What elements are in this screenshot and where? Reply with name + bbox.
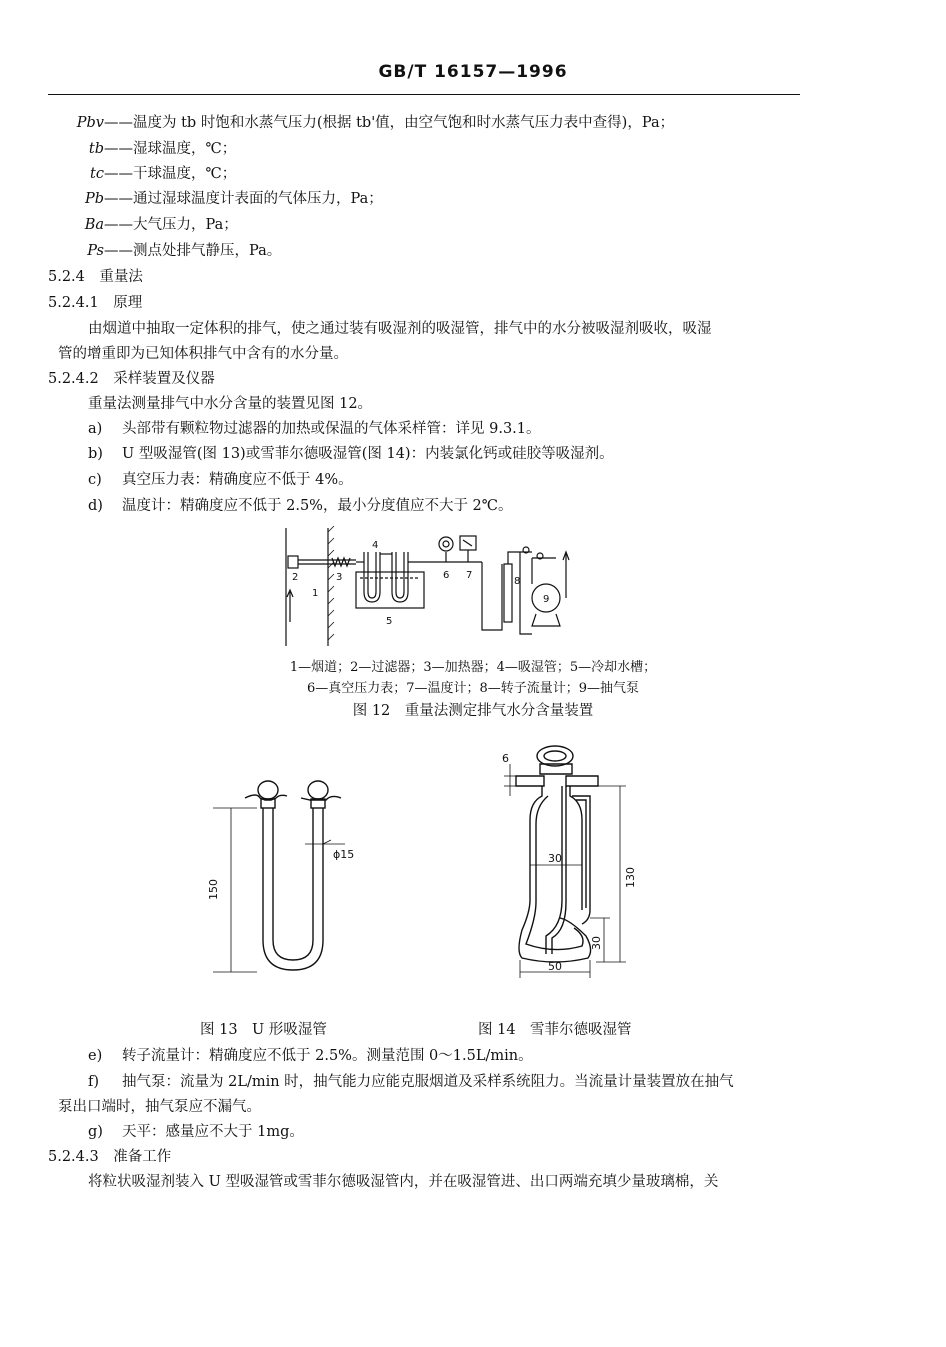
fig12-label: 5 [386, 616, 393, 627]
fig12-label: 8 [514, 576, 521, 587]
item-text: 头部带有颗粒物过滤器的加热或保温的气体采样管：详见 9.3.1。 [122, 421, 541, 437]
item-text: 天平：感量应不大于 1mg。 [122, 1124, 304, 1140]
def-text: ——湿球温度，℃； [104, 141, 237, 157]
section-heading: 5.2.4.3 准备工作 [48, 1149, 172, 1165]
dim-label: ϕ15 [333, 848, 355, 861]
item-key: a) [88, 421, 103, 437]
def-line [58, 137, 236, 158]
wall-hatching [328, 526, 334, 640]
u-tube [364, 552, 380, 602]
outlet-arm [566, 776, 598, 786]
item-key: d) [88, 498, 103, 514]
list-item [88, 494, 513, 515]
def-line [58, 213, 238, 234]
paragraph: 管的增重即为已知体积排气中含有的水分量。 [58, 346, 348, 362]
gas-line [482, 562, 502, 630]
dim-label: 30 [590, 936, 603, 950]
stopcock-right [308, 781, 328, 799]
section-heading: 5.2.4 重量法 [48, 269, 143, 285]
list-item [88, 1120, 304, 1141]
fig12-caption: 图 12 重量法测定排气水分含量装置 [352, 703, 594, 719]
def-text: ——测点处排气静压，Pa。 [104, 243, 282, 259]
stopper-knob [537, 746, 573, 766]
fig12-label: 9 [543, 594, 550, 605]
def-line [58, 187, 383, 208]
figure-12-diagram [270, 522, 590, 650]
fig13-caption: 图 13 U 形吸湿管 [200, 1022, 327, 1038]
stopcock-left [258, 781, 278, 799]
vacuum-gauge [439, 537, 453, 551]
header-rule [48, 94, 800, 95]
dim-label: 130 [624, 867, 637, 888]
figure-13-diagram [205, 770, 370, 985]
def-symbol: tb [88, 141, 104, 157]
fig14-caption: 图 14 雪菲尔德吸湿管 [478, 1022, 632, 1038]
fig12-legend: 1—烟道；2—过滤器；3—加热器；4—吸湿管；5—冷却水槽； [289, 660, 657, 675]
item-text: U 型吸湿管(图 13)或雪菲尔德吸湿管(图 14)：内装氯化钙或硅胶等吸湿剂。 [122, 446, 614, 462]
fig12-label: 3 [336, 572, 343, 583]
filter-box [288, 556, 298, 568]
item-text: 抽气泵：流量为 2L/min 时，抽气能力应能克服烟道及采样系统阻力。当流量计量装置放在抽气 [122, 1074, 734, 1090]
heater-coil [332, 558, 350, 566]
u-tube [392, 552, 408, 602]
fig12-label: 1 [312, 588, 319, 599]
u-tube-outer [263, 808, 323, 970]
def-line [58, 239, 281, 260]
fig12-legend: 6—真空压力表；7—温度计；8—转子流量计；9—抽气泵 [306, 681, 640, 696]
item-text: 转子流量计：精确度应不低于 2.5%。测量范围 0～1.5L/min。 [122, 1048, 533, 1064]
def-line [58, 111, 674, 132]
fig12-label: 7 [466, 570, 473, 581]
item-key: f) [88, 1074, 100, 1090]
def-symbol: Pbv [76, 115, 104, 131]
def-symbol: Ps [87, 243, 104, 259]
list-item [88, 442, 614, 463]
item-key: g) [88, 1124, 103, 1140]
figure-14-diagram [500, 740, 640, 995]
paragraph: 由烟道中抽取一定体积的排气，使之通过装有吸湿剂的吸湿管，排气中的水分被吸湿剂吸收，吸湿 [88, 321, 712, 337]
dim-label: 150 [207, 879, 220, 900]
def-symbol: Pb [84, 191, 104, 207]
def-symbol: tc [90, 166, 104, 182]
u-tube-inner [273, 808, 313, 960]
item-key: b) [88, 446, 103, 462]
section-heading: 5.2.4.2 采样装置及仪器 [48, 371, 215, 387]
def-text: ——通过湿球温度计表面的气体压力，Pa； [104, 191, 383, 207]
list-item [88, 1044, 533, 1065]
fig12-label: 6 [443, 570, 450, 581]
def-line [58, 162, 236, 183]
item-key: e) [88, 1048, 103, 1064]
def-text: ——温度为 tb 时饱和水蒸气压力(根据 tb'值，由空气饱和时水蒸气压力表中查得)，Pa； [104, 115, 675, 131]
def-symbol: Ba [84, 217, 104, 233]
paragraph: 将粒状吸湿剂装入 U 型吸湿管或雪菲尔德吸湿管内，并在吸湿管进、出口两端充填少量玻璃棉，关 [88, 1174, 719, 1190]
item-text: 温度计：精确度应不低于 2.5%，最小分度值应不大于 2℃。 [122, 498, 513, 514]
item-text: 真空压力表：精确度应不低于 4%。 [122, 472, 353, 488]
dim-label: 6 [502, 752, 509, 765]
rotameter [504, 564, 512, 622]
dim-label: 30 [548, 852, 562, 865]
item-key: c) [88, 472, 102, 488]
dim-label: 50 [548, 960, 562, 973]
list-item [88, 468, 353, 489]
paragraph: 泵出口端时，抽气泵应不漏气。 [58, 1099, 261, 1115]
section-heading: 5.2.4.1 原理 [48, 295, 143, 311]
fig12-label: 4 [372, 540, 379, 551]
fig12-label: 2 [292, 572, 299, 583]
inlet-arm [516, 776, 544, 786]
page-header: GB/T 16157—1996 [378, 62, 568, 82]
list-item [88, 417, 541, 438]
def-text: ——干球温度，℃； [104, 166, 237, 182]
list-item [88, 1070, 734, 1091]
def-text: ——大气压力，Pa； [104, 217, 238, 233]
paragraph: 重量法测量排气中水分含量的装置见图 12。 [88, 396, 373, 412]
